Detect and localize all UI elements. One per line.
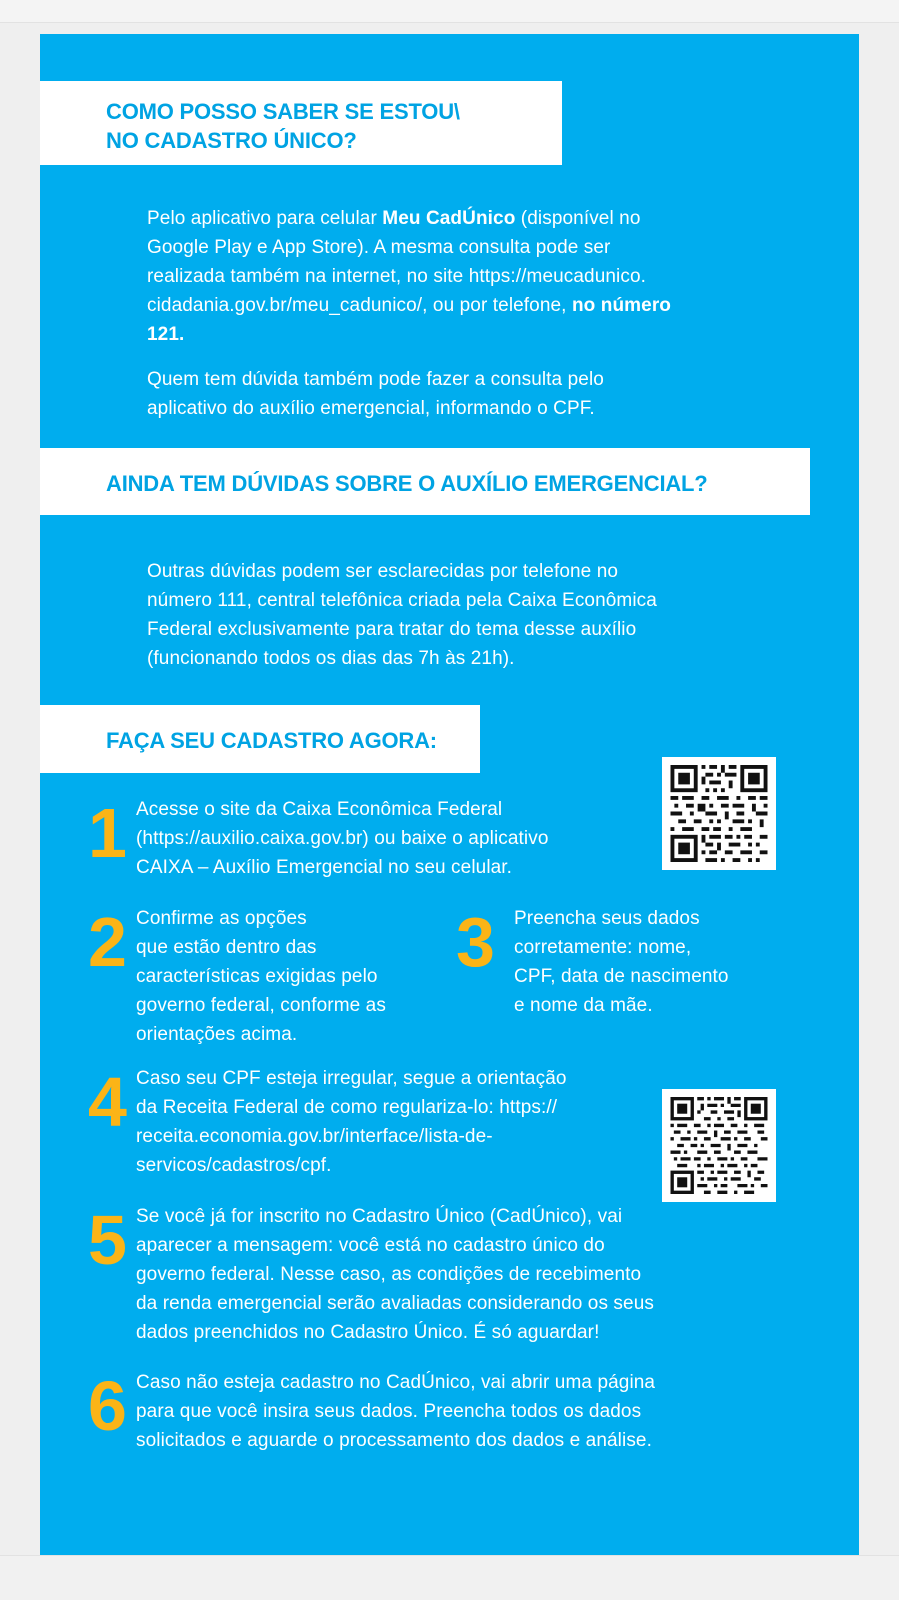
step-5-text: Se você já for inscrito no Cadastro Único (CadÚnico), vai aparecer a mensagem: você está no cadastro único do governo federal. Nesse caso, as condições de recebimento da renda emergencial serão avaliadas considerando os seus dados preenchidos no Cadastro Único. É só aguardar! [136, 1206, 654, 1343]
p1-text-c: (disponível no Google Play e App Store). A mesma consulta pode ser realizada também na internet, no site https://meucadunico. cidadania.gov.br/meu_cadunico/, ou por telefone, [147, 208, 647, 316]
section2-header-box [40, 448, 810, 515]
section1-paragraph-1 [147, 204, 807, 349]
p1-text-bold-number: no número 121. [147, 295, 672, 345]
p1-text-bold-app: Meu CadÚnico [382, 208, 516, 229]
qr-code-receita[interactable] [662, 1089, 776, 1202]
qr-code-icon [670, 765, 768, 862]
section2-paragraph: Outras dúvidas podem ser esclarecidas por telefone no número 111, central telefônica criada pela Caixa Econômica Federal exclusivamente para tratar do tema desse auxílio (funcionando todos os dias das 7h às 21h). [147, 561, 657, 669]
section2-heading: AINDA TEM DÚVIDAS SOBRE O AUXÍLIO EMERGENCIAL? [106, 471, 708, 496]
section1-header-box [40, 81, 562, 165]
step-1-number: 1 [88, 794, 127, 872]
step-6-text: Caso não esteja cadastro no CadÚnico, vai abrir uma página para que você insira seus dados. Preencha todos os dados solicitados e aguarde o processamento dos dados e análise. [136, 1372, 656, 1451]
step-2-number: 2 [88, 903, 127, 981]
info-flyer [40, 34, 859, 1555]
qr-code-icon [670, 1097, 768, 1194]
section1-heading-line1: COMO POSSO SABER SE ESTOU\ [106, 99, 460, 124]
p1-text-a: Pelo aplicativo para celular [147, 208, 383, 229]
bottom-system-bar [0, 1555, 899, 1600]
section1-heading-line2: NO CADASTRO ÚNICO? [106, 128, 357, 153]
step-2-text: Confirme as opções que estão dentro das características exigidas pelo governo federal, conforme as orientações acima. [136, 908, 386, 1045]
step-4-text: Caso seu CPF esteja irregular, segue a orientação da Receita Federal de como regulariza-lo: https:// receita.economia.gov.br/interface/lista-de- servicos/cadastros/cpf. [136, 1068, 567, 1176]
qr-code-caixa[interactable] [662, 757, 776, 870]
section3-heading: FAÇA SEU CADASTRO AGORA: [106, 728, 437, 753]
step-5-number: 5 [88, 1201, 127, 1279]
section3-header-box [40, 705, 480, 773]
step-3-text: Preencha seus dados corretamente: nome, CPF, data de nascimento e nome da mãe. [514, 908, 729, 1016]
step-3-number: 3 [456, 903, 495, 981]
top-system-bar [0, 0, 899, 23]
step-1-text: Acesse o site da Caixa Econômica Federal (https://auxilio.caixa.gov.br) ou baixe o aplicativo CAIXA – Auxílio Emergencial no seu celular. [136, 799, 549, 878]
step-4-number: 4 [88, 1063, 127, 1141]
step-6-number: 6 [88, 1367, 127, 1445]
section1-paragraph-2: Quem tem dúvida também pode fazer a consulta pelo aplicativo do auxílio emergencial, informando o CPF. [147, 369, 604, 419]
